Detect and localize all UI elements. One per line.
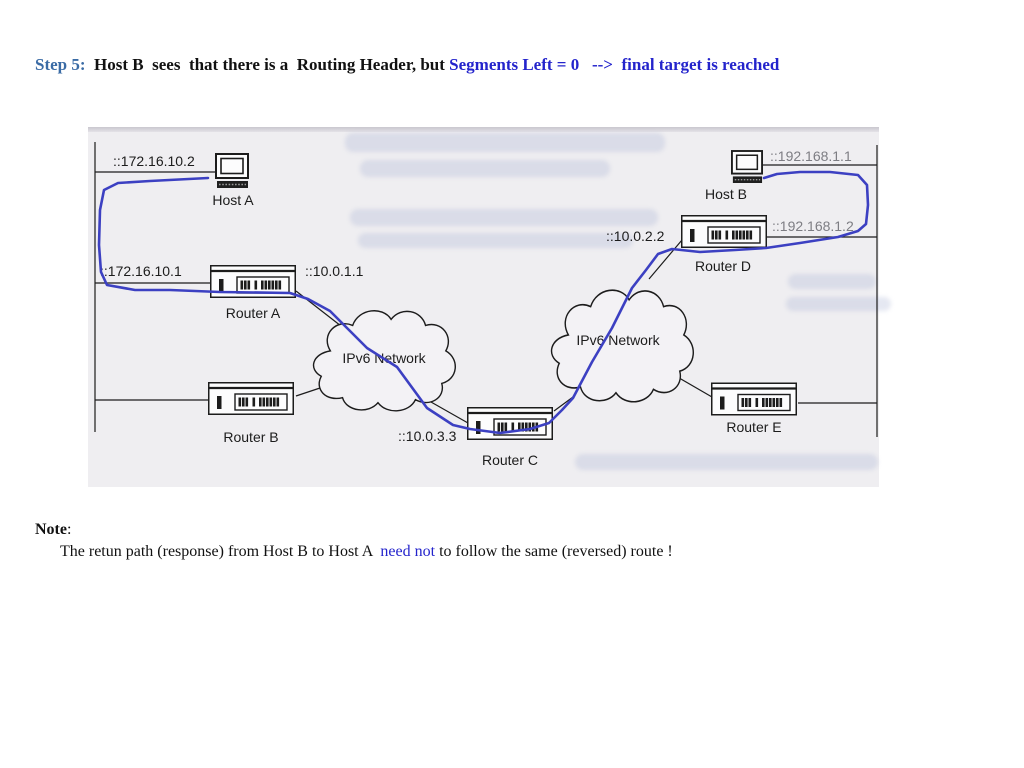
network-diagram-panel bbox=[88, 127, 879, 487]
cloud-left-label: IPv6 Network bbox=[342, 350, 426, 366]
router-c-ip-label: ::10.0.3.3 bbox=[398, 428, 457, 444]
cloud-right-label: IPv6 Network bbox=[576, 332, 660, 348]
router-e-icon bbox=[712, 383, 797, 415]
router-d-ip-left-label: ::10.0.2.2 bbox=[606, 228, 665, 244]
title-highlight-text: Segments Left = 0 --> final target is reached bbox=[449, 55, 780, 74]
host-a-computer-icon bbox=[216, 154, 248, 188]
host-b-computer-icon bbox=[732, 151, 762, 183]
network-diagram bbox=[88, 127, 879, 487]
router-c-label: Router C bbox=[481, 452, 539, 468]
router-e-label: Router E bbox=[726, 419, 782, 435]
router-d-label: Router D bbox=[694, 258, 752, 274]
note-body-post: to follow the same (reversed) route ! bbox=[435, 543, 673, 560]
host-a-ip-label: ::172.16.10.2 bbox=[113, 153, 195, 169]
note-emphasis: need not bbox=[380, 543, 436, 560]
router-d-ip-right-label: ::192.168.1.2 bbox=[772, 218, 854, 234]
note-heading-word: Note bbox=[35, 521, 67, 538]
host-b-ip-label: ::192.168.1.1 bbox=[770, 148, 852, 164]
note-heading-colon: : bbox=[66, 521, 72, 538]
note-body bbox=[60, 541, 673, 562]
router-b-label: Router B bbox=[223, 429, 279, 445]
host-a-label: Host A bbox=[212, 192, 254, 208]
note-heading bbox=[35, 519, 673, 540]
router-c-icon bbox=[468, 408, 553, 440]
title-main-text: Host B sees that there is a Routing Header, but bbox=[85, 55, 450, 74]
router-b-cloud-line bbox=[296, 387, 323, 396]
router-d-icon bbox=[682, 216, 767, 248]
router-a-ip-left-label: ::172.16.10.1 bbox=[100, 263, 182, 279]
title-step-label: Step 5: bbox=[35, 55, 86, 74]
slide-title bbox=[35, 54, 779, 76]
router-a-ip-right-label: ::10.0.1.1 bbox=[305, 263, 364, 279]
router-b-icon bbox=[209, 383, 294, 415]
host-b-label: Host B bbox=[704, 186, 748, 202]
note-block bbox=[35, 519, 673, 562]
cloud-router-c-line bbox=[431, 402, 468, 423]
router-a-label: Router A bbox=[225, 305, 281, 321]
note-body-pre: The retun path (response) from Host B to Host A bbox=[60, 543, 381, 560]
